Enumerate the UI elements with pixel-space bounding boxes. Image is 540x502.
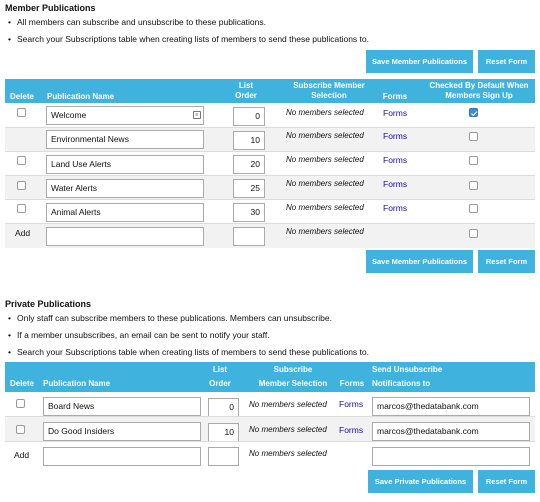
header-subscribe-line2: Member Selection — [258, 379, 328, 388]
table-row — [5, 103, 535, 127]
notification-email-input[interactable]: marcos@thedatabank.com — [372, 397, 530, 416]
save-member-publications-button[interactable]: Save Member Publications — [366, 50, 473, 73]
new-list-order-input[interactable] — [208, 447, 239, 466]
member-table-header — [5, 79, 535, 103]
new-publication-name-input[interactable] — [46, 227, 204, 246]
header-subscribe-line1: Subscribe — [273, 365, 313, 374]
table-row — [5, 199, 535, 223]
publication-name-input[interactable] — [46, 106, 204, 125]
delete-checkbox[interactable] — [16, 425, 25, 434]
delete-checkbox[interactable] — [17, 181, 26, 190]
private-publications-table — [5, 362, 535, 468]
table-row — [5, 127, 535, 151]
reset-member-form-button[interactable]: Reset Form — [478, 50, 535, 73]
checked-by-default-checkbox[interactable] — [469, 181, 478, 190]
header-checked-by-default: Checked By Default When Members Sign Up — [429, 81, 529, 100]
header-subscribe-member-selection: Subscribe Member Selection — [293, 81, 365, 100]
publication-name-input[interactable]: Board News — [43, 397, 201, 416]
publication-name-value: Welcome — [51, 110, 87, 120]
forms-link[interactable]: Forms — [383, 155, 408, 165]
publication-name-input[interactable]: Animal Alerts — [46, 203, 204, 222]
private-publications-title: Private Publications — [5, 299, 92, 309]
save-member-publications-button-bottom[interactable]: Save Member Publications — [366, 250, 473, 273]
member-selection-status: No members selected — [286, 203, 364, 212]
notification-email-input[interactable]: marcos@thedatabank.com — [372, 422, 530, 441]
reset-member-form-button-bottom[interactable]: Reset Form — [478, 250, 535, 273]
add-row — [5, 223, 535, 248]
header-send-unsubscribe: Send Unsubscribe — [372, 365, 443, 374]
forms-link[interactable]: Forms — [339, 425, 364, 435]
save-private-publications-button[interactable]: Save Private Publications — [368, 470, 473, 493]
member-selection-status: No members selected — [286, 227, 364, 236]
checked-by-default-checkbox[interactable] — [469, 108, 478, 117]
member-selection-status: No members selected — [249, 400, 327, 409]
member-selection-status: No members selected — [286, 131, 364, 140]
forms-link[interactable]: Forms — [383, 131, 408, 141]
list-order-input[interactable]: 25 — [233, 179, 265, 198]
member-selection-status: No members selected — [286, 179, 364, 188]
private-info-item: • Only staff can subscribe members to these publications. Members can unsubscribe. — [5, 310, 535, 327]
forms-link[interactable]: Forms — [383, 203, 408, 213]
header-forms: Forms — [339, 379, 365, 388]
forms-link[interactable]: Forms — [383, 179, 408, 189]
header-list-order: List Order — [235, 81, 257, 100]
table-row — [5, 151, 535, 175]
member-info-list — [5, 14, 535, 48]
add-label: Add — [14, 450, 30, 460]
member-selection-status: No members selected — [249, 449, 327, 458]
publication-name-input[interactable]: Do Good Insiders — [43, 422, 201, 441]
header-delete: Delete — [9, 379, 34, 388]
header-delete: Delete — [9, 92, 34, 101]
list-order-input[interactable]: 0 — [208, 398, 239, 417]
add-label: Add — [15, 228, 31, 238]
checked-by-default-checkbox[interactable] — [469, 132, 478, 141]
private-info-list — [5, 310, 535, 361]
list-order-input[interactable]: 30 — [233, 203, 265, 222]
reset-private-form-button[interactable]: Reset Form — [478, 470, 535, 493]
table-row — [5, 392, 535, 416]
header-list-order-line1: List — [212, 365, 228, 374]
member-selection-status: No members selected — [286, 108, 364, 117]
member-selection-status: No members selected — [286, 155, 364, 164]
list-order-input[interactable]: 10 — [233, 131, 265, 150]
delete-checkbox[interactable] — [16, 399, 25, 408]
list-order-input[interactable]: 0 — [233, 107, 265, 126]
delete-checkbox[interactable] — [17, 108, 26, 117]
member-info-item: • All members can subscribe and unsubscribe to these publications. — [5, 14, 535, 31]
delete-checkbox[interactable] — [17, 156, 26, 165]
publication-name-input[interactable]: Land Use Alerts — [46, 155, 204, 174]
table-row — [5, 175, 535, 199]
delete-checkbox[interactable] — [17, 204, 26, 213]
member-publications-table — [5, 79, 535, 248]
list-order-input[interactable]: 10 — [208, 423, 239, 442]
header-publication-name: Publication Name — [47, 92, 115, 101]
private-info-item: • If a member unsubscribes, an email can be sent to notify your staff. — [5, 327, 535, 344]
checked-by-default-checkbox[interactable] — [469, 204, 478, 213]
header-publication-name: Publication Name — [43, 379, 111, 388]
publication-name-input[interactable]: Environmental News — [46, 130, 204, 149]
private-table-header — [5, 362, 535, 392]
list-order-input[interactable]: 20 — [233, 155, 265, 174]
member-info-item: • Search your Subscriptions table when creating lists of members to send these publications to. — [5, 31, 535, 48]
checked-by-default-checkbox[interactable] — [469, 156, 478, 165]
new-list-order-input[interactable] — [233, 227, 265, 246]
keyboard-icon: ≡ — [193, 111, 201, 119]
checked-by-default-checkbox[interactable] — [469, 229, 478, 238]
new-notification-email-input[interactable] — [372, 447, 530, 466]
header-notifications-to: Notifications to — [372, 379, 431, 388]
publication-name-input[interactable]: Water Alerts — [46, 179, 204, 198]
new-publication-name-input[interactable] — [43, 447, 201, 466]
forms-link[interactable]: Forms — [339, 399, 364, 409]
header-forms: Forms — [382, 92, 408, 101]
member-publications-title: Member Publications — [5, 3, 96, 13]
table-row — [5, 416, 535, 441]
forms-link[interactable]: Forms — [383, 108, 408, 118]
member-selection-status: No members selected — [249, 425, 327, 434]
private-info-item: • Search your Subscriptions table when creating lists of members to send these publications to. — [5, 344, 535, 361]
add-row — [5, 441, 535, 468]
header-list-order-line2: Order — [209, 379, 231, 388]
